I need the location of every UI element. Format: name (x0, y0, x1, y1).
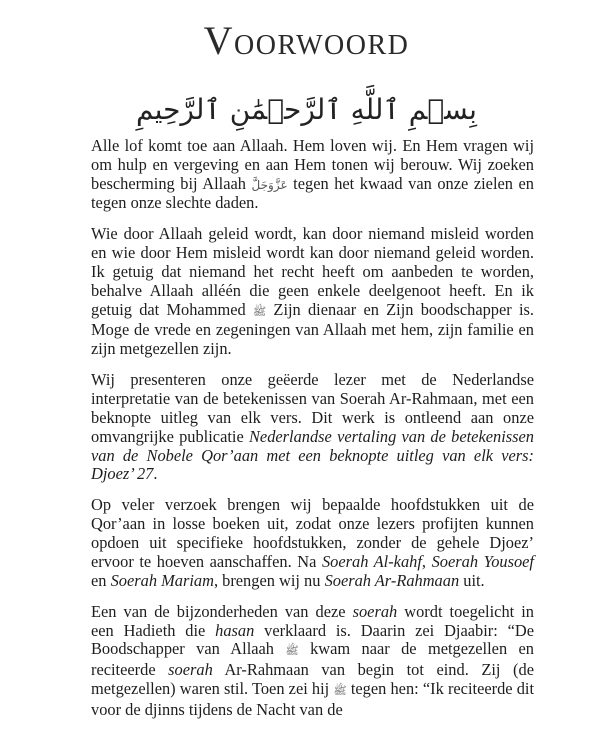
basmala: بِسۡمِ ٱللَّهِ ٱلرَّحۡمَٰنِ ٱلرَّحِيمِ (136, 93, 477, 126)
surah-name: Soerah Al-kahf (321, 551, 422, 571)
paragraph (91, 371, 534, 484)
paragraph (91, 603, 534, 720)
text-segment: , (421, 551, 432, 571)
surah-name: Soerah Ar-Rahmaan (324, 570, 460, 590)
italic-term: soerah (168, 660, 213, 680)
surah-name: Soerah Mariam (110, 570, 214, 590)
azza-wa-jall-honorific-icon: عَزَّوَجَلَّ (251, 177, 288, 192)
paragraph (91, 496, 534, 590)
body-text (91, 137, 534, 732)
text-segment: tegen hen: “Ik reciteerde dit voor de djinns tijdens de Nacht van de (91, 678, 534, 719)
text-segment: verklaard is. Daarin zei Djaabir: “De Boodschapper van Allaah (91, 620, 534, 659)
surah-name: Soerah Yousoef (431, 551, 534, 571)
text-segment: wordt toegelicht in een Hadieth die (91, 601, 534, 640)
book-title: Nederlandse vertaling van de betekenissen van de Nobele Qor’aan met een beknopte uitleg van elk vers: Djoez’ 27 (91, 426, 534, 484)
text-segment: Wie door Allaah geleid wordt, kan door niemand misleid worden en wie door Hem misleid wordt kan door niemand geleid worden. Ik getuig dat niemand het recht heeft om aanbeden te worden, behalve Allaah alléén die geen enkele deelgenoot heeft. En ik getuig dat Mohammed (91, 224, 534, 319)
italic-term: soerah (352, 601, 398, 621)
text-segment: . (153, 464, 158, 484)
text-segment: Zijn dienaar en Zijn boodschapper is. Moge de vrede en zegeningen van Allaah met hem, zijn familie en zijn metgezellen zijn. (91, 299, 534, 359)
text-segment: Op veler verzoek brengen wij bepaalde hoofdstukken uit de Qor’aan in losse boeken uit, zodat onze lezers profijten kunnen opdoen uit specifieke hoofdstukken, zonder de gehele Djoez’ ervoor te hoeven aanschaffen. Na (91, 495, 534, 571)
text-segment: kwam naar de metgezellen en reciteerde (91, 639, 534, 680)
text-segment: en (91, 570, 111, 590)
salawat-honorific-icon: ﷺ (252, 304, 267, 318)
paragraph (91, 137, 534, 213)
text-segment: uit. (459, 570, 485, 590)
italic-term: hasan (215, 620, 255, 640)
text-segment: Alle lof komt toe aan Allaah. Hem loven wij. En Hem vragen wij om hulp en vergeving en aan Hem tonen wij berouw. Wij zoeken bescherming bij Allaah (91, 136, 534, 193)
text-segment: Een van de bijzonderheden van deze (91, 601, 353, 621)
text-segment: , brengen wij nu (213, 570, 325, 590)
text-segment: tegen het kwaad van onze zielen en tegen onze slechte daden. (91, 173, 534, 213)
salawat-honorific-icon: ﷺ (333, 683, 347, 697)
page-title: Voorwoord (203, 17, 410, 63)
text-segment: Ar-Rahmaan van begin tot eind. Zij (de metgezellen) waren stil. Toen zei hij (91, 660, 534, 698)
text-segment: Wij presenteren onze geëerde lezer met de Nederlandse interpretatie van de betekenissen van Soerah Ar-Rahmaan, met een beknopte uitleg van elk vers. Dit werk is ontleend aan onze omvangrijke publicatie (91, 370, 534, 446)
salawat-honorific-icon: ﷺ (285, 644, 299, 658)
paragraph (91, 225, 534, 359)
